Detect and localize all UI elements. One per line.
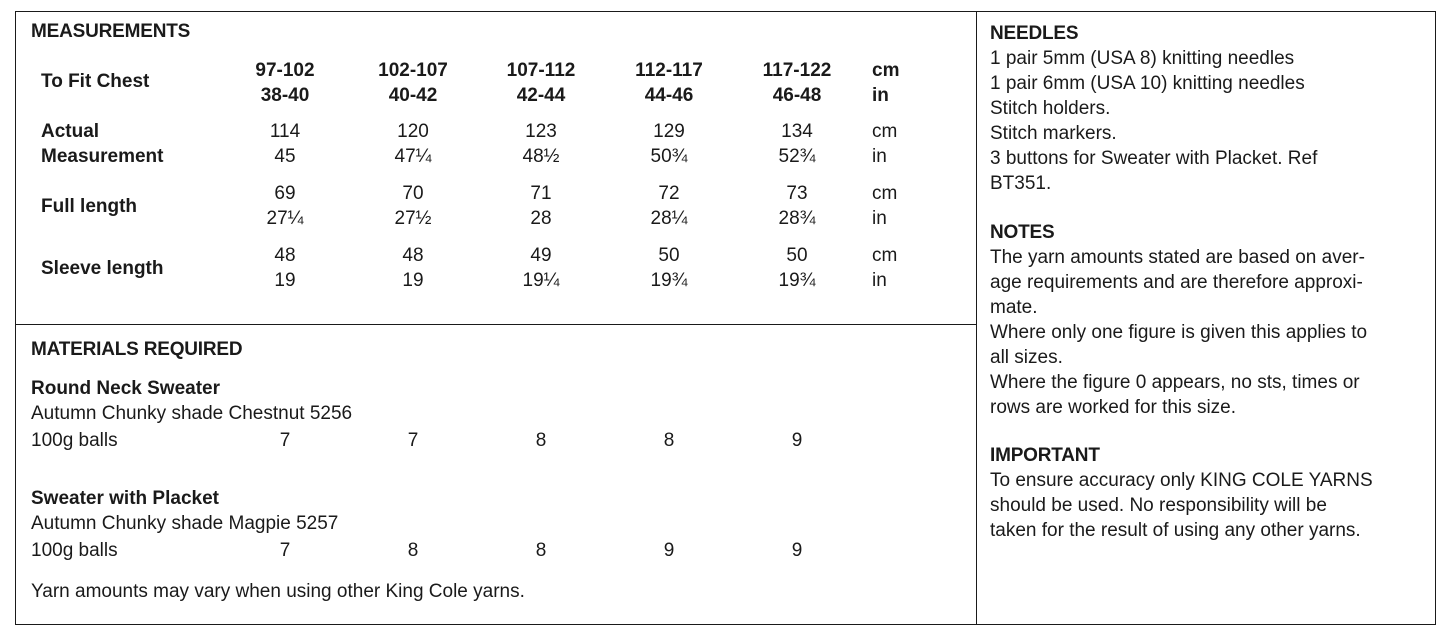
sleeve-size-3: 49 19¼ [522,245,560,291]
needles-section [990,21,1430,196]
notes-line: mate. [990,297,1038,318]
chest-size-3: 107-112 42-44 [506,60,576,106]
needles-line: 1 pair 5mm (USA 8) knitting needles [990,48,1295,69]
full-length-size-5: 73 28¾ [778,183,816,229]
section-divider [15,324,976,325]
sleeve-size-2: 48 19 [402,245,424,291]
unit-header: cm in [872,60,900,106]
sleeve-size-4: 50 19¾ [650,245,688,291]
row-label-actual-measurement: Actual Measurement [41,121,164,167]
notes-line: The yarn amounts stated are based on aver- [990,247,1365,268]
needles-line: Stitch markers. [990,123,1117,144]
sleeve-size-1: 48 19 [274,245,296,291]
material-title-round-neck: Round Neck Sweater [31,378,220,399]
notes-section [990,220,1430,420]
needles-heading: NEEDLES [990,23,1079,44]
material-shade-placket: Autumn Chunky shade Magpie 5257 [31,513,339,534]
full-length-size-3: 71 28 [530,183,552,229]
placket-count-1: 7 [279,540,291,561]
notes-line: rows are worked for this size. [990,397,1237,418]
actual-size-4: 129 50¾ [650,121,688,167]
yarn-variation-note: Yarn amounts may vary when using other King Cole yarns. [31,581,525,602]
column-divider [976,11,977,625]
actual-size-1: 114 45 [269,121,301,167]
row-label-full-length: Full length [41,196,138,217]
row-label-to-fit-chest: To Fit Chest [41,71,150,92]
important-line: To ensure accuracy only KING COLE YARNS [990,470,1373,491]
placket-count-3: 8 [535,540,547,561]
unit-actual: cm in [872,121,898,167]
placket-count-4: 9 [663,540,675,561]
placket-count-2: 8 [407,540,419,561]
needles-line: BT351. [990,173,1052,194]
notes-line: Where the figure 0 appears, no sts, times or [990,372,1360,393]
full-length-size-2: 70 27½ [394,183,432,229]
material-unit-round-neck: 100g balls [31,430,118,451]
needles-line: Stitch holders. [990,98,1111,119]
round-neck-count-5: 9 [791,430,803,451]
important-section [990,443,1430,543]
sleeve-size-5: 50 19¾ [778,245,816,291]
materials-heading: MATERIALS REQUIRED [31,339,243,360]
material-shade-round-neck: Autumn Chunky shade Chestnut 5256 [31,403,353,424]
row-label-sleeve-length: Sleeve length [41,258,164,279]
placket-count-5: 9 [791,540,803,561]
material-unit-placket: 100g balls [31,540,118,561]
notes-heading: NOTES [990,222,1055,243]
notes-line: all sizes. [990,347,1063,368]
unit-full-length: cm in [872,183,898,229]
important-line: taken for the result of using any other yarns. [990,520,1361,541]
round-neck-count-2: 7 [407,430,419,451]
chest-size-2: 102-107 40-42 [378,60,448,106]
important-line: should be used. No responsibility will be [990,495,1327,516]
material-title-placket: Sweater with Placket [31,488,219,509]
needles-line: 1 pair 6mm (USA 10) knitting needles [990,73,1305,94]
chest-size-1: 97-102 38-40 [255,60,315,106]
notes-line: age requirements and are therefore approxi- [990,272,1363,293]
actual-size-5: 134 52¾ [778,121,816,167]
full-length-size-4: 72 28¼ [650,183,688,229]
actual-size-3: 123 48½ [522,121,560,167]
chest-size-4: 112-117 44-46 [635,60,703,106]
measurements-heading: MEASUREMENTS [31,21,191,42]
round-neck-count-4: 8 [663,430,675,451]
full-length-size-1: 69 27¼ [266,183,304,229]
unit-sleeve: cm in [872,245,898,291]
actual-size-2: 120 47¼ [394,121,432,167]
notes-line: Where only one figure is given this applies to [990,322,1368,343]
round-neck-count-3: 8 [535,430,547,451]
round-neck-count-1: 7 [279,430,291,451]
needles-line: 3 buttons for Sweater with Placket. Ref [990,148,1318,169]
important-heading: IMPORTANT [990,445,1100,466]
chest-size-5: 117-122 46-48 [762,60,832,106]
